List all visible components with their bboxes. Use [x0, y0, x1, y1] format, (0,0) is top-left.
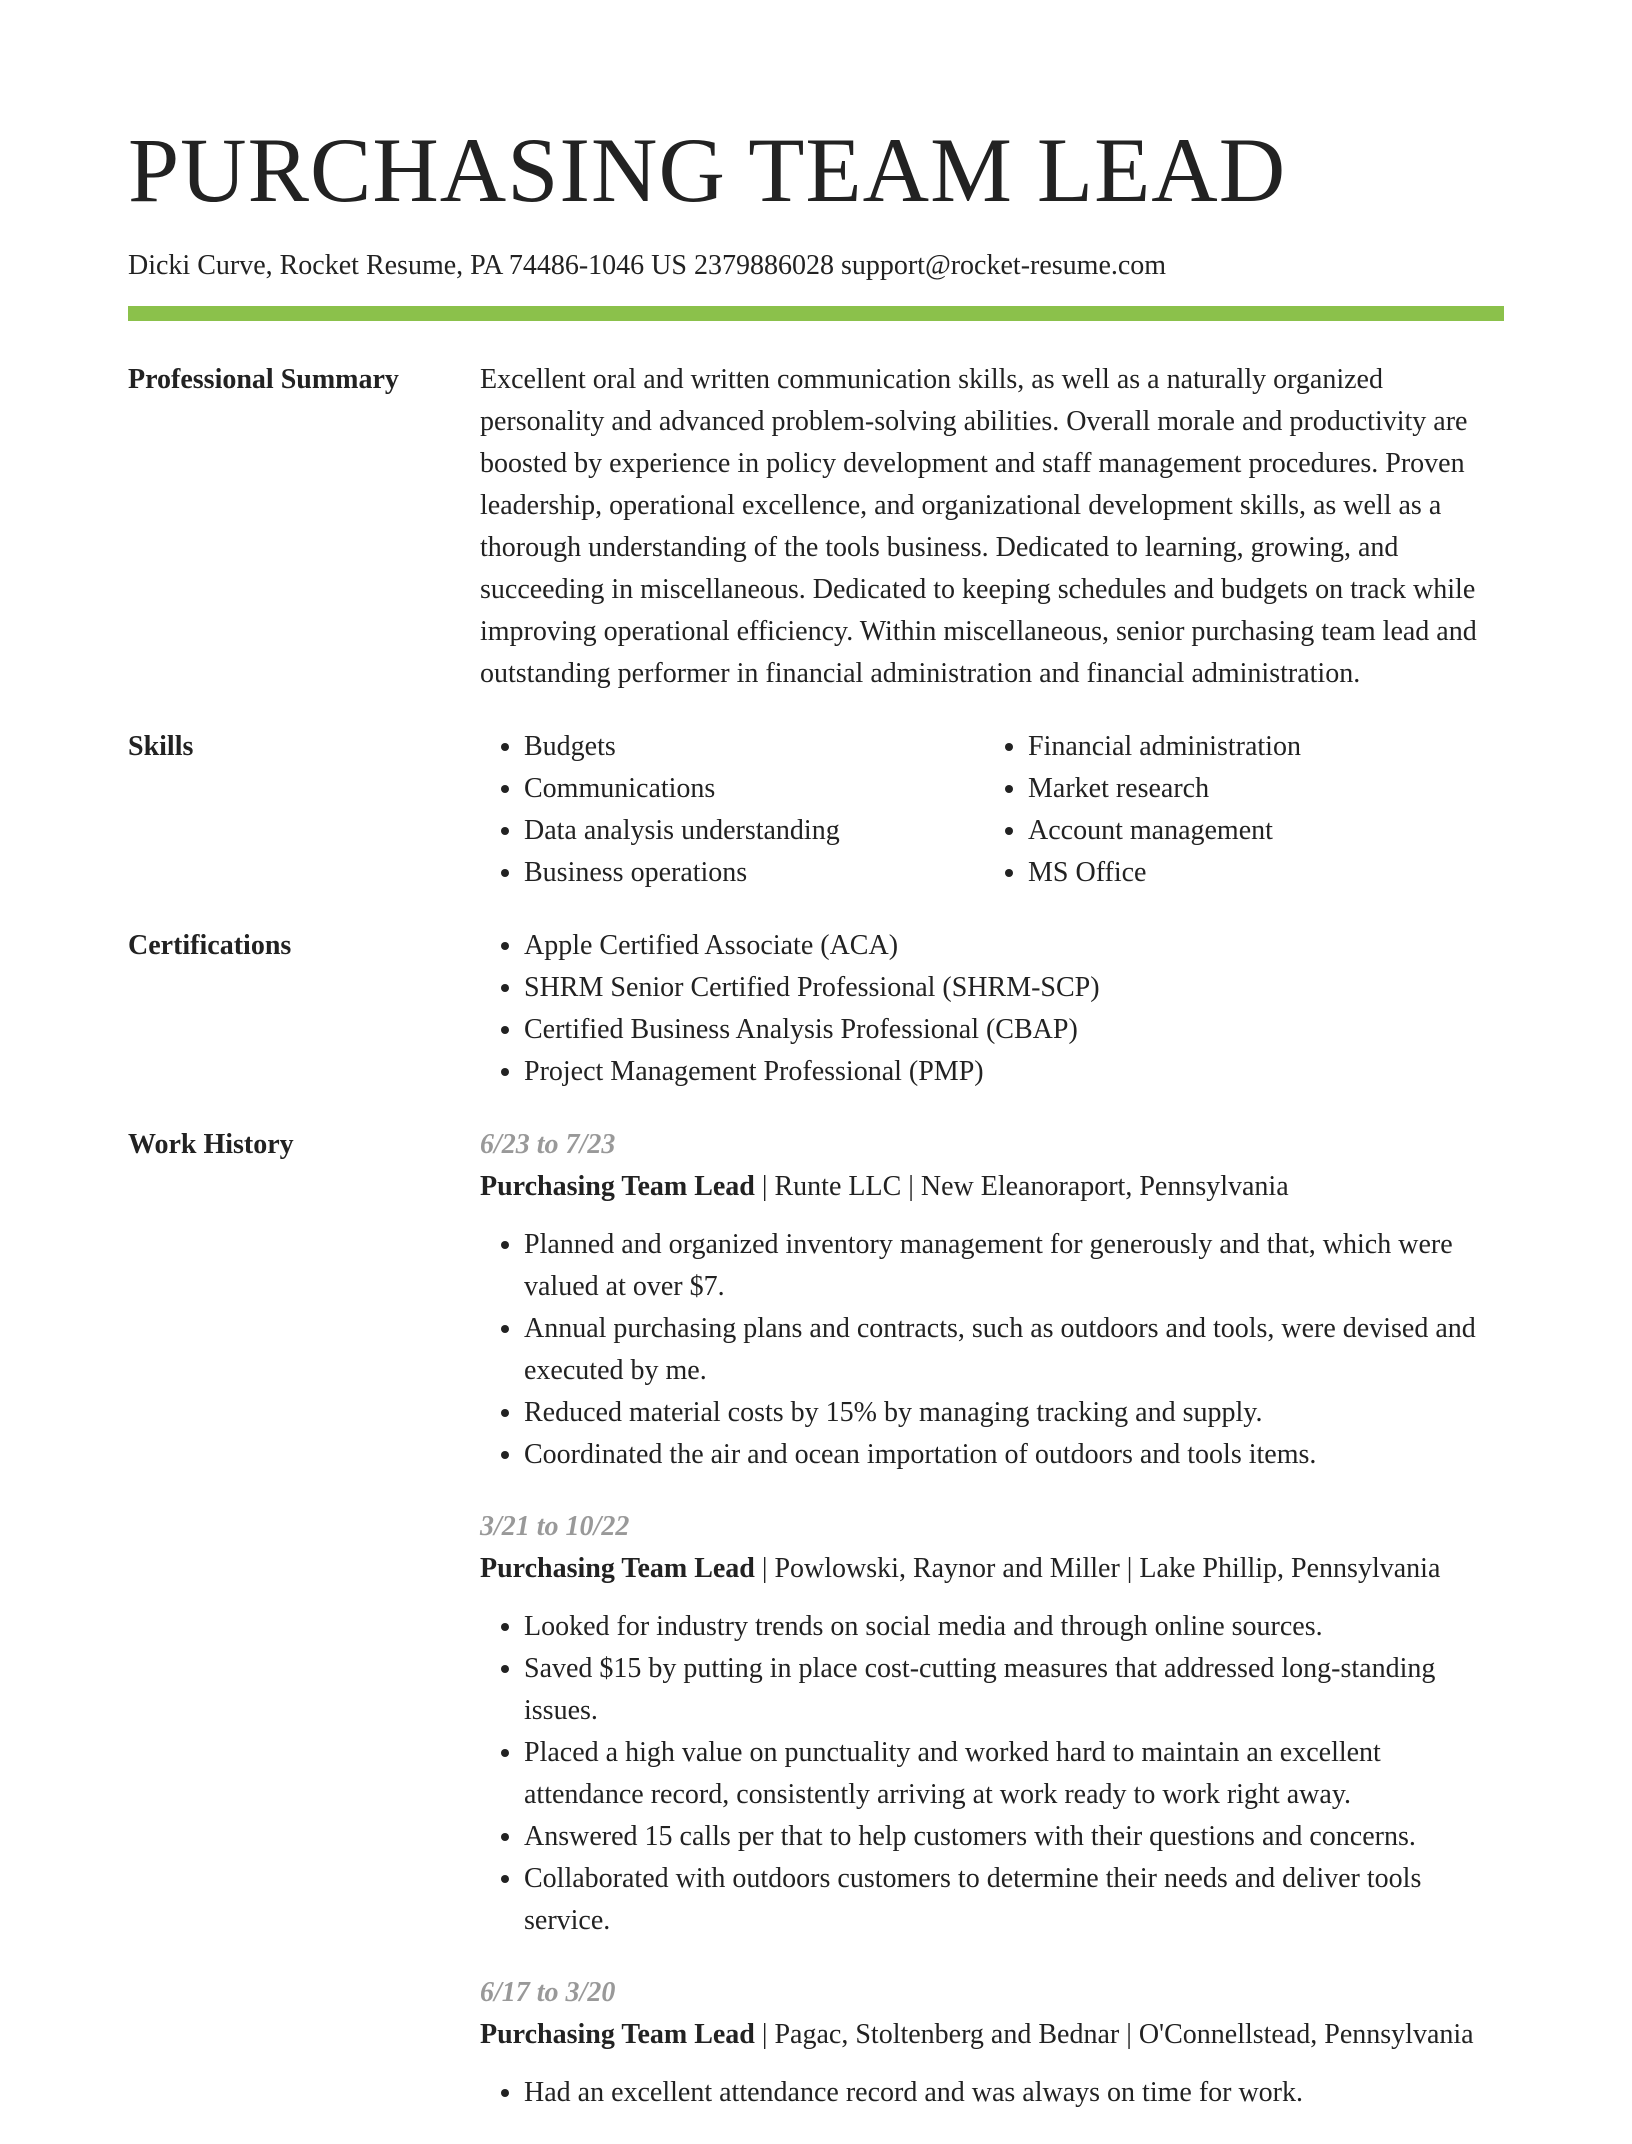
job-separator: |	[901, 1171, 921, 1202]
certification-item: • Project Management Professional (PMP)	[524, 1051, 1504, 1093]
job-dates: 6/17 to 3/20	[480, 1977, 616, 2008]
job-title: Purchasing Team Lead	[480, 1171, 755, 1202]
work-history-section	[128, 1124, 1504, 2144]
summary-heading: Professional Summary	[128, 364, 399, 395]
job-header	[480, 1166, 1504, 1208]
skills-list-right	[984, 726, 1448, 894]
job-bullet: • Annual purchasing plans and contracts, such as outdoors and tools, were devised and executed by me.	[524, 1308, 1504, 1392]
certification-item: • Apple Certified Associate (ACA)	[524, 925, 1504, 967]
job-dates: 6/23 to 7/23	[480, 1129, 616, 1160]
job-bullet: • Reduced material costs by 15% by managing tracking and supply.	[524, 1392, 1504, 1434]
job-bullet: • Had an excellent attendance record and was always on time for work.	[524, 2072, 1504, 2114]
summary-text: Excellent oral and written communication skills, as well as a naturally organized personality and advanced problem-solving abilities. Overall morale and productivity are boosted by experience in policy development and staff management procedures. Proven leadership, operational excellence, and organizational development skills, as well as a thorough understanding of the tools business. Dedicated to learning, growing, and succeeding in miscellaneous. Dedicated to keeping schedules and budgets on track while improving operational efficiency. Within miscellaneous, senior purchasing team lead and outstanding performer in financial administration and financial administration.	[480, 364, 1477, 689]
skill-item: • MS Office	[1028, 852, 1448, 894]
skill-item: • Data analysis understanding	[524, 810, 984, 852]
job-bullet: • Looked for industry trends on social media and through online sources.	[524, 1606, 1504, 1648]
skill-item: • Business operations	[524, 852, 984, 894]
skills-section	[128, 726, 1504, 894]
certification-item: • Certified Business Analysis Professional (CBAP)	[524, 1009, 1504, 1051]
accent-divider	[128, 306, 1504, 321]
job-bullet: • Collaborated with outdoors customers to determine their needs and deliver tools service.	[524, 1858, 1504, 1942]
skill-item: • Market research	[1028, 768, 1448, 810]
work-history-heading: Work History	[128, 1129, 294, 1160]
certifications-section	[128, 925, 1504, 1093]
job-separator: |	[1119, 1553, 1140, 1584]
job-bullets	[480, 2072, 1504, 2114]
job-separator: |	[1119, 2019, 1139, 2050]
job-title: Purchasing Team Lead	[480, 2019, 755, 2050]
job-bullets	[480, 1606, 1504, 1942]
skills-body	[480, 726, 1504, 894]
job-company: Pagac, Stoltenberg and Bednar	[774, 2019, 1120, 2050]
contact-info: Dicki Curve, Rocket Resume, PA 74486-1046 US 2379886028 support@rocket-resume.com	[128, 250, 1167, 281]
summary-body	[480, 359, 1504, 695]
certifications-heading: Certifications	[128, 930, 292, 961]
certification-item: • SHRM Senior Certified Professional (SHRM-SCP)	[524, 967, 1504, 1009]
job-bullet: • Saved $15 by putting in place cost-cutting measures that addressed long-standing issues.	[524, 1648, 1504, 1732]
skill-item: • Financial administration	[1028, 726, 1448, 768]
job-separator: |	[754, 2019, 775, 2050]
job-location: Lake Phillip, Pennsylvania	[1139, 1553, 1441, 1584]
skills-heading: Skills	[128, 731, 194, 762]
job-bullet: • Answered 15 calls per that to help customers with their questions and concerns.	[524, 1816, 1504, 1858]
job-bullet: • Coordinated the air and ocean importation of outdoors and tools items.	[524, 1434, 1504, 1476]
work-history-body	[480, 1124, 1504, 2144]
certifications-list	[480, 925, 1504, 1093]
job-company: Powlowski, Raynor and Miller	[774, 1553, 1120, 1584]
job-location: New Eleanoraport, Pennsylvania	[920, 1171, 1289, 1202]
skill-item: • Account management	[1028, 810, 1448, 852]
job-header	[480, 1548, 1504, 1590]
job-location: O'Connellstead, Pennsylvania	[1138, 2019, 1474, 2050]
job-entry	[480, 1124, 1504, 1476]
summary-section	[128, 359, 1504, 695]
certifications-body	[480, 925, 1504, 1093]
skill-item: • Communications	[524, 768, 984, 810]
skill-item: • Budgets	[524, 726, 984, 768]
job-separator: |	[754, 1553, 775, 1584]
resume-name: PURCHASING TEAM LEAD	[128, 119, 1287, 221]
job-entry	[480, 1972, 1504, 2114]
skills-list-left	[480, 726, 984, 894]
job-bullets	[480, 1224, 1504, 1476]
job-header	[480, 2014, 1504, 2056]
job-dates: 3/21 to 10/22	[480, 1511, 630, 1542]
job-title: Purchasing Team Lead	[480, 1553, 755, 1584]
job-bullet: • Planned and organized inventory management for generously and that, which were valued at over $7.	[524, 1224, 1504, 1308]
job-bullet: • Placed a high value on punctuality and worked hard to maintain an excellent attendance record, consistently arriving at work ready to work right away.	[524, 1732, 1504, 1816]
job-company: Runte LLC	[774, 1171, 902, 1202]
job-entry	[480, 1506, 1504, 1942]
job-separator: |	[754, 1171, 775, 1202]
